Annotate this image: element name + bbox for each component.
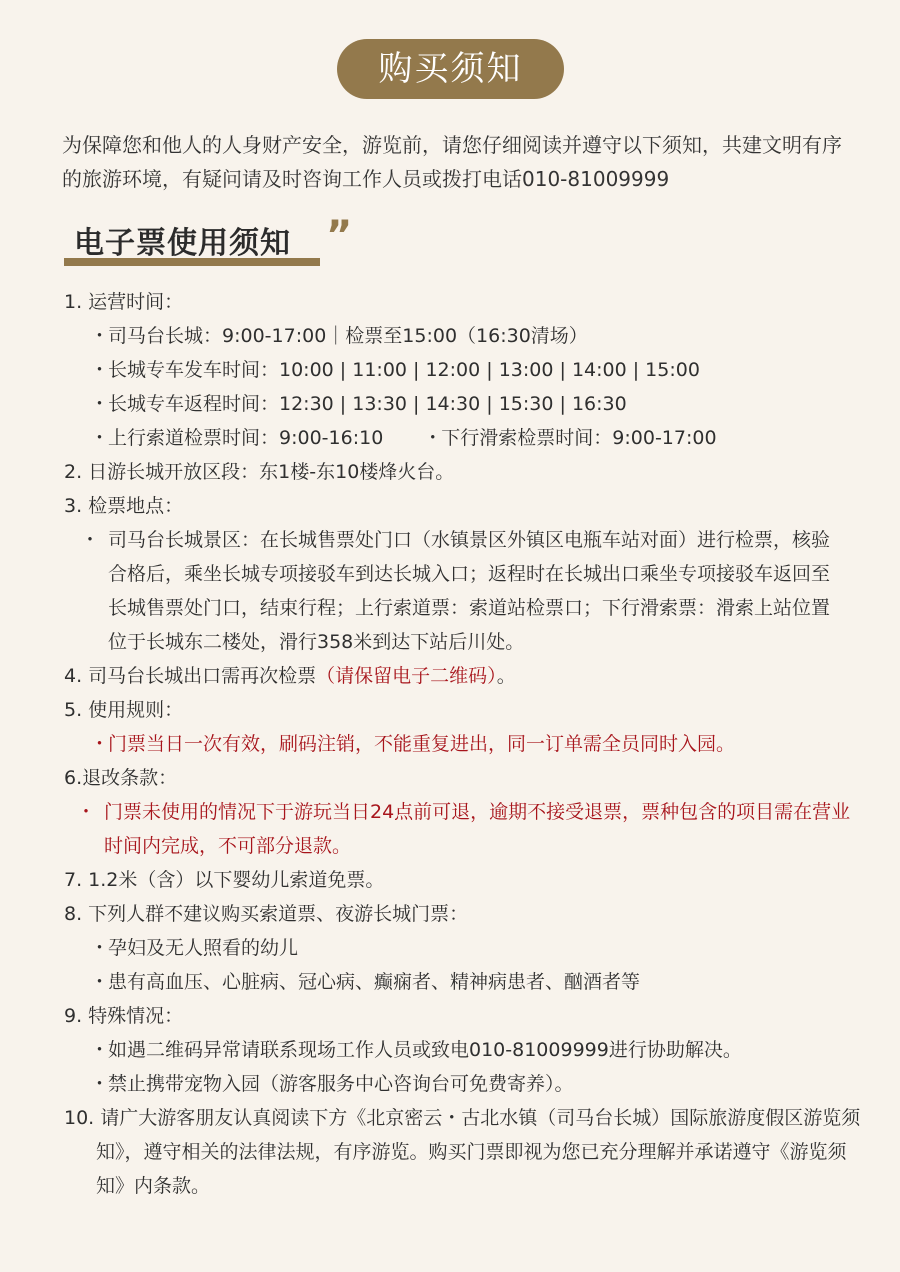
- list-item: ・患有高血压、心脏病、冠心病、癫痫者、精神病患者、酗酒者等: [64, 965, 854, 999]
- item-operating-hours: 1. 运营时间：: [64, 291, 184, 313]
- section-title: 电子票使用须知: [74, 226, 291, 261]
- bullet-icon: ・: [90, 937, 110, 959]
- item-usage-rules: 5. 使用规则：: [64, 699, 184, 721]
- item-not-recommended: 8. 下列人群不建议购买索道票、夜游长城门票：: [64, 903, 469, 925]
- bullet-icon: ・: [90, 427, 110, 449]
- item-open-section: 2. 日游长城开放区段：东1楼-东10楼烽火台。: [64, 461, 455, 483]
- bullet-icon: ・: [80, 529, 100, 551]
- bullet-icon: ・: [90, 325, 110, 347]
- list-item: ・孕妇及无人照看的幼儿: [64, 931, 854, 965]
- bullet-icon: ・: [76, 801, 96, 823]
- bullet-icon: ・: [90, 971, 110, 993]
- list-item: ・长城专车发车时间：10:00 | 11:00 | 12:00 | 13:00 | 14:00 | 15:00: [64, 353, 854, 387]
- item-child-free: 7. 1.2米（含）以下婴幼儿索道免票。: [64, 869, 385, 891]
- notice-list: [64, 285, 861, 1203]
- bullet-icon: ・: [90, 1039, 110, 1061]
- bullet-icon: ・: [423, 427, 443, 449]
- section-header: [64, 213, 364, 272]
- item-read-notice: 10. 请广大游客朋友认真阅读下方《北京密云・古北水镇（司马台长城）国际旅游度假区游览须知》，遵守相关的法律法规，有序游览。购买门票即视为您已充分理解并承诺遵守《游览须知》内条款。: [64, 1107, 861, 1197]
- bullet-icon: ・: [90, 1073, 110, 1095]
- item-exit-check: 4. 司马台长城出口需再次检票（请保留电子二维码）。: [64, 665, 516, 687]
- quote-icon: ”: [326, 213, 353, 259]
- page-title: 购买须知: [337, 39, 564, 99]
- bullet-icon: ・: [90, 359, 110, 381]
- list-item: ・禁止携带宠物入园（游客服务中心咨询台可免费寄养）。: [64, 1067, 854, 1101]
- item-check-location: 3. 检票地点：: [64, 495, 184, 517]
- list-item: ・如遇二维码异常请联系现场工作人员或致电010-81009999进行协助解决。: [64, 1033, 854, 1067]
- item-special-cases: 9. 特殊情况：: [64, 1005, 184, 1027]
- bullet-icon: ・: [90, 393, 110, 415]
- item-refund-terms: 6.退改条款：: [64, 767, 178, 789]
- list-item: ・门票当日一次有效，刷码注销，不能重复进出，同一订单需全员同时入园。: [64, 727, 854, 761]
- list-item: ・ 门票未使用的情况下于游玩当日24点前可退，逾期不接受退票，票种包含的项目需在营业时间内完成，不可部分退款。: [64, 795, 852, 863]
- bullet-icon: ・: [90, 733, 110, 755]
- list-item: ・司马台长城：9:00-17:00｜检票至15:00（16:30清场）: [64, 319, 854, 353]
- list-item: ・上行索道检票时间：9:00-16:10 ・下行滑索检票时间：9:00-17:00: [64, 421, 854, 455]
- list-item: ・长城专车返程时间：12:30 | 13:30 | 14:30 | 15:30 | 16:30: [64, 387, 854, 421]
- list-item: ・ 司马台长城景区：在长城售票处门口（水镇景区外镇区电瓶车站对面）进行检票，核验合格后，乘坐长城专项接驳车到达长城入口；返程时在长城出口乘坐专项接驳车返回至长城售票处门口，结束行程；上行索道票：索道站检票口；下行滑索票：滑索上站位置位于长城东二楼处，滑行358米到达下站后川处。: [64, 523, 848, 659]
- intro-paragraph: 为保障您和他人的人身财产安全，游览前，请您仔细阅读并遵守以下须知，共建文明有序的旅游环境，有疑问请及时咨询工作人员或拨打电话010-81009999: [62, 133, 842, 191]
